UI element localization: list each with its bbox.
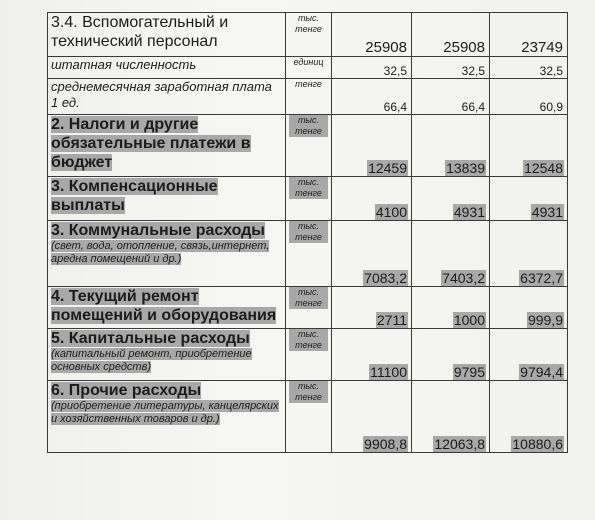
value-cell — [332, 13, 412, 57]
value-2: 9795 — [453, 364, 485, 380]
value-2: 66,4 — [461, 100, 485, 114]
value-cell — [490, 381, 568, 453]
value-2: 13839 — [446, 160, 485, 176]
unit-cell — [286, 329, 332, 381]
value-1: 7083,2 — [364, 270, 407, 286]
row-name-cell — [48, 381, 286, 453]
unit-cell — [286, 381, 332, 453]
value-cell — [490, 287, 568, 329]
unit-label: тыс. тенге — [295, 13, 322, 34]
row-subtitle — [51, 400, 282, 426]
value-2: 12063,8 — [434, 436, 485, 452]
row-name — [51, 115, 282, 172]
table-row — [48, 13, 568, 57]
value-cell — [490, 177, 568, 221]
row-name-cell — [48, 115, 286, 177]
value-1: 2711 — [376, 312, 407, 328]
table-row — [48, 287, 568, 329]
table-row — [48, 329, 568, 381]
row-name-cell — [48, 177, 286, 221]
value-cell — [412, 57, 490, 79]
row-subtitle — [51, 240, 282, 266]
value-cell — [332, 381, 412, 453]
row-name-text: 4. Текущий ремонт помещений и оборудования — [51, 288, 277, 324]
value-cell — [490, 79, 568, 115]
value-cell — [412, 79, 490, 115]
unit-cell — [286, 221, 332, 287]
table-row — [48, 221, 568, 287]
value-cell — [332, 115, 412, 177]
value-cell — [412, 115, 490, 177]
unit-cell — [286, 115, 332, 177]
unit-label: тыс. тенге — [289, 177, 328, 199]
row-name-cell — [48, 221, 286, 287]
value-1: 11100 — [370, 364, 407, 380]
row-name — [51, 177, 282, 215]
row-name-text: 3. Коммунальные расходы — [51, 222, 265, 239]
unit-label: тенге — [295, 79, 322, 89]
table-row — [48, 177, 568, 221]
row-name-cell — [48, 329, 286, 381]
value-cell — [332, 221, 412, 287]
row-name-cell — [48, 57, 286, 79]
row-subtitle — [51, 348, 282, 374]
value-2: 1000 — [453, 312, 485, 328]
row-name-cell — [48, 79, 286, 115]
value-cell — [490, 57, 568, 79]
value-1: 25908 — [365, 39, 407, 56]
row-name-cell — [48, 287, 286, 329]
unit-label: тыс. тенге — [289, 381, 328, 403]
row-name-text: 3. Компенсационные выплаты — [51, 178, 218, 214]
row-name: штатная численность — [51, 57, 197, 72]
value-cell — [332, 57, 412, 79]
value-3: 60,9 — [539, 100, 563, 114]
row-name-text: 5. Капитальные расходы — [51, 330, 250, 347]
unit-label: тыс. тенге — [289, 329, 328, 351]
value-3: 999,9 — [527, 312, 563, 328]
value-1: 12459 — [368, 160, 407, 176]
table-row — [48, 381, 568, 453]
value-2: 32,5 — [461, 64, 485, 78]
unit-cell — [286, 57, 332, 79]
row-name-text: 2. Налоги и другие обязательные платежи в бюджет — [51, 116, 251, 171]
value-3: 10880,6 — [512, 436, 563, 452]
value-cell — [412, 221, 490, 287]
budget-table — [47, 12, 568, 453]
unit-cell — [286, 177, 332, 221]
value-2: 25908 — [443, 39, 485, 56]
table-row — [48, 115, 568, 177]
row-name-cell — [48, 13, 286, 57]
unit-label: тыс. тенге — [289, 287, 328, 309]
row-name — [51, 287, 282, 325]
value-cell — [332, 329, 412, 381]
unit-label: тыс. тенге — [289, 115, 328, 137]
value-3: 6372,7 — [520, 270, 563, 286]
value-cell — [490, 13, 568, 57]
value-2: 7403,2 — [442, 270, 485, 286]
row-name-text: 6. Прочие расходы — [51, 382, 202, 399]
value-cell — [490, 221, 568, 287]
table-row — [48, 57, 568, 79]
value-cell — [412, 177, 490, 221]
row-name: 3.4. Вспомогательный и технический персонал — [51, 14, 229, 50]
value-cell — [332, 177, 412, 221]
row-subtitle-text: (капитальный ремонт, приобретение основных средств) — [51, 348, 252, 373]
row-name: среднемесячная заработная плата 1 ед. — [51, 79, 272, 110]
value-3: 12548 — [524, 160, 563, 176]
row-subtitle-text: (свет, вода, отопление, связь,интернет, аредна помещений и др.) — [51, 240, 270, 265]
value-cell — [412, 329, 490, 381]
unit-cell — [286, 287, 332, 329]
value-cell — [412, 381, 490, 453]
value-cell — [412, 287, 490, 329]
value-cell — [490, 115, 568, 177]
value-cell — [412, 13, 490, 57]
value-1: 32,5 — [383, 64, 407, 78]
value-1: 66,4 — [383, 100, 407, 114]
unit-label: единиц — [293, 57, 324, 67]
value-cell — [332, 287, 412, 329]
value-2: 4931 — [453, 204, 485, 220]
value-3: 23749 — [521, 39, 563, 56]
value-1: 9908,8 — [364, 436, 407, 452]
value-3: 32,5 — [539, 64, 563, 78]
row-name — [51, 381, 282, 400]
table-row — [48, 79, 568, 115]
unit-cell — [286, 79, 332, 115]
unit-cell — [286, 13, 332, 57]
value-1: 4100 — [375, 204, 407, 220]
unit-label: тыс. тенге — [289, 221, 328, 243]
value-3: 4931 — [531, 204, 563, 220]
value-cell — [490, 329, 568, 381]
row-subtitle-text: (приобретение литературы, канцелярских и хозяйственных товаров и др.) — [51, 400, 279, 425]
row-name — [51, 329, 282, 348]
value-3: 9794,4 — [520, 364, 563, 380]
value-cell — [332, 79, 412, 115]
row-name — [51, 221, 282, 240]
